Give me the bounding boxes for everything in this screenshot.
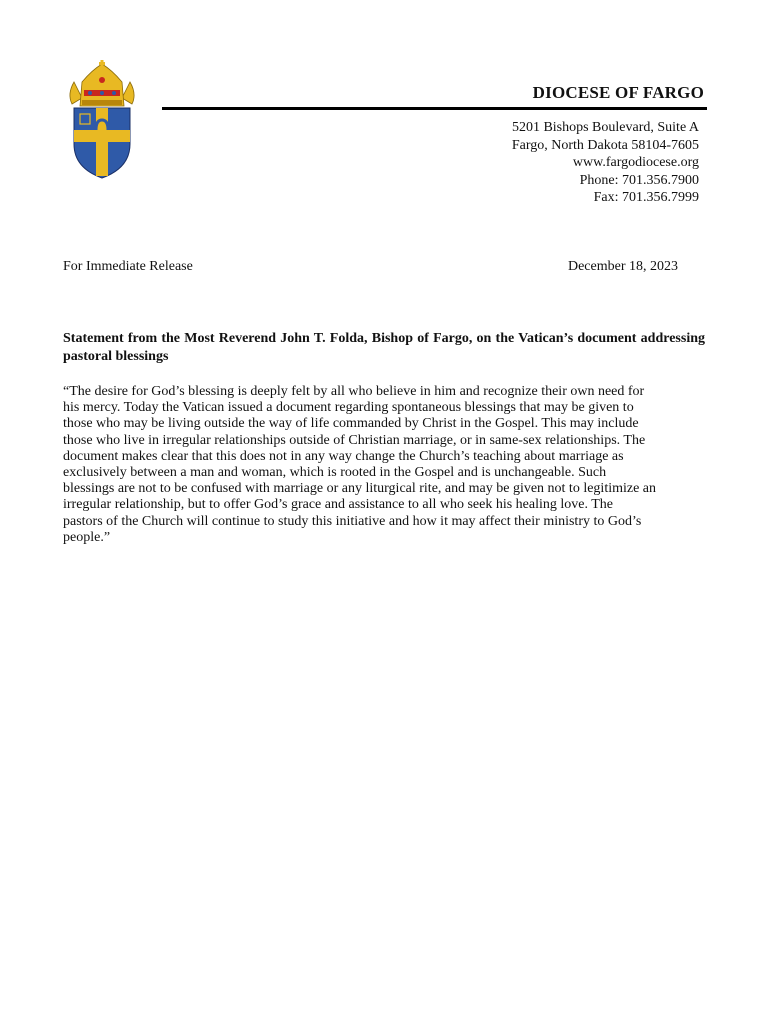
website-link[interactable]: www.fargodiocese.org	[572, 155, 699, 170]
body-line: document makes clear that this does not in any way change the Church’s teaching about marriage as	[63, 448, 624, 464]
address-city: Fargo, North Dakota 58104-7605	[511, 137, 699, 153]
body-line: those who may be living outside the way of life commanded by Christ in the Gospel. This may include	[63, 416, 639, 432]
body-line: exclusively between a man and woman, which is rooted in the Gospel and is unchangeable. Such	[63, 465, 607, 481]
body-line: “The desire for God’s blessing is deeply felt by all who believe in him and recognize their own need for	[63, 384, 645, 399]
address-street: 5201 Bishops Boulevard, Suite A	[511, 120, 699, 135]
statement-body	[63, 384, 713, 546]
body-line: people.”	[63, 529, 111, 545]
body-line: pastors of the Church will continue to study this initiative and how it may affect their ministry to God’s	[63, 513, 642, 529]
fax-number: Fax: 701.356.7999	[593, 190, 699, 205]
diocese-crest-logo	[58, 60, 146, 182]
statement-title: Statement from the Most Reverend John T. Folda, Bishop of Fargo, on the Vatican’s document addressing pastoral blessings	[63, 331, 705, 364]
address-block	[512, 119, 699, 207]
header-divider	[162, 107, 707, 110]
body-line: those who live in irregular relationships outside of Christian marriage, or in same-sex relationships. The	[63, 432, 646, 448]
release-label: For Immediate Release	[63, 259, 193, 274]
organization-name: DIOCESE OF FARGO	[532, 83, 704, 102]
body-line: his mercy. Today the Vatican issued a document regarding spontaneous blessings that may be given to	[63, 400, 634, 416]
body-line: blessings are not to be confused with marriage or any liturgical rite, and may be given not to legitimize an	[63, 481, 657, 497]
body-line: irregular relationship, but to offer God’s grace and assistance to all who seek his healing love. The	[63, 497, 613, 513]
release-date: December 18, 2023	[567, 259, 678, 274]
phone-number: Phone: 701.356.7900	[579, 172, 699, 188]
